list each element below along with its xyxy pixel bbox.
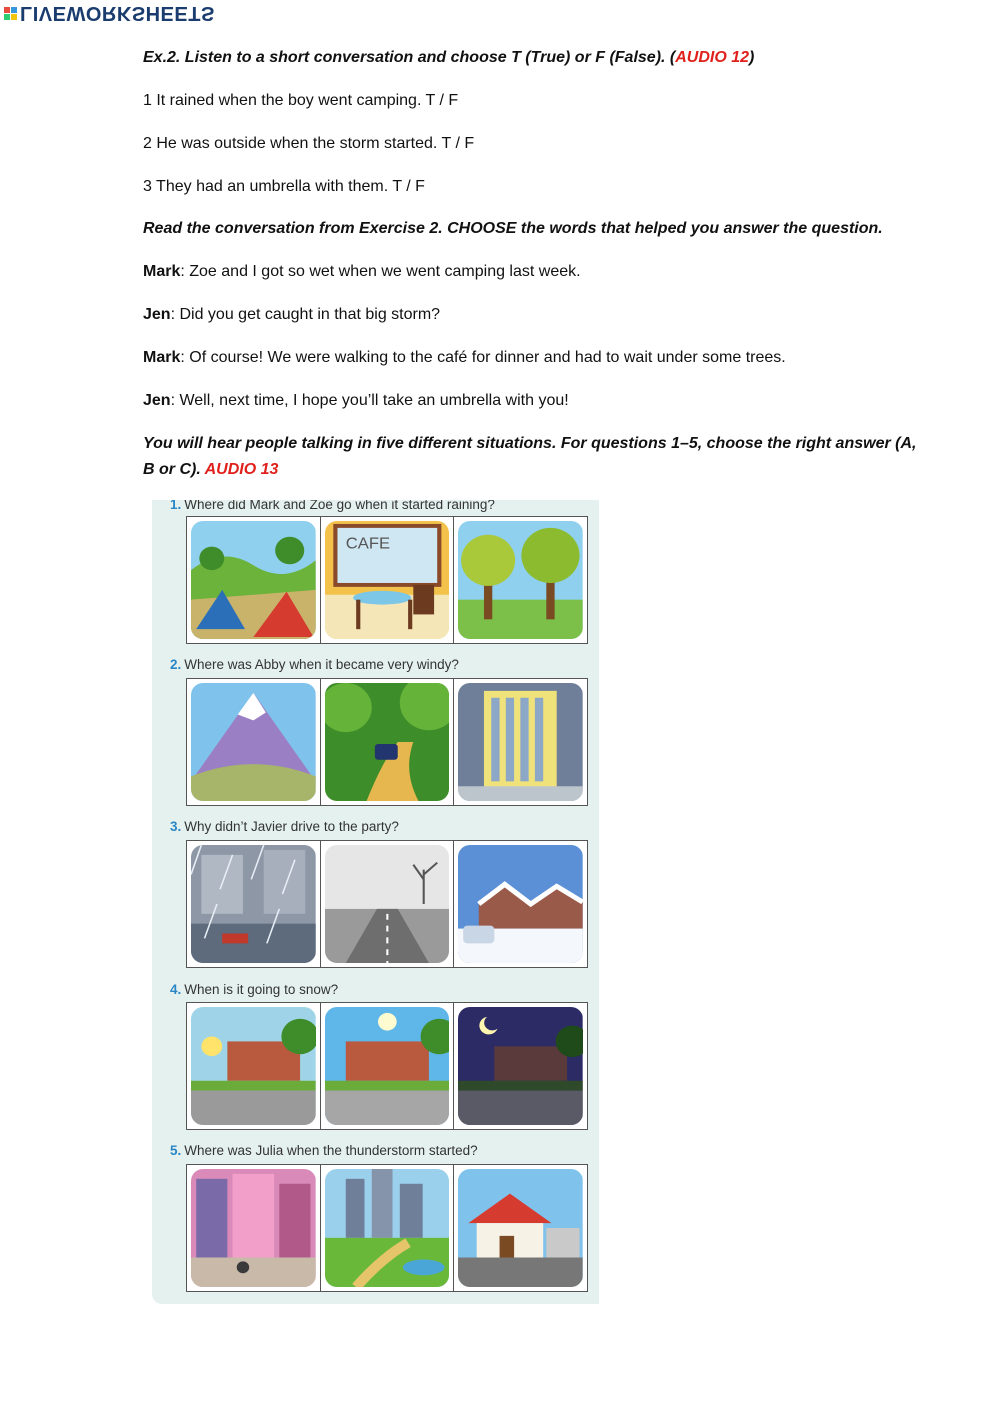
conversation-line-2[interactable]: Jen: Did you get caught in that big storm? [143,306,441,323]
question-1-options [186,516,588,644]
option-5b[interactable] [321,1165,455,1291]
audio-13-label: AUDIO 13 [204,461,279,478]
option-3c[interactable] [454,841,587,967]
listen-instruction-line-1: You will hear people talking in five different situations. For questions 1–5, choose the right answer (A, [143,435,917,452]
speaker-name: Mark [143,349,181,366]
rain-icon [191,845,316,963]
option-3a[interactable] [187,841,321,967]
audio-12-label: AUDIO 12 [675,49,750,66]
logo-mark-icon [4,7,17,20]
trees-icon [458,521,583,639]
question-2-text: 2. Where was Abby when it became very windy? [170,657,459,672]
conversation-line-3[interactable]: Mark: Of course! We were walking to the café for dinner and had to wait under some trees. [143,349,786,366]
question-3-options [186,840,588,968]
snow-icon [458,845,583,963]
afternoon-street-icon [325,1007,450,1125]
read-instruction: Read the conversation from Exercise 2. CHOOSE the words that helped you answer the question. [143,220,883,237]
option-5c[interactable] [454,1165,587,1291]
liveworksheets-logo [4,2,215,24]
ex2-item-3[interactable]: 3 They had an umbrella with them. T / F [143,178,425,195]
option-3b[interactable] [321,841,455,967]
option-4a[interactable] [187,1003,321,1129]
option-5a[interactable] [187,1165,321,1291]
cafe-sign-text: CAFE [345,534,390,553]
question-3-text: 3. Why didn’t Javier drive to the party? [170,819,399,834]
question-1-text: 1. Where did Mark and Zoe go when it started raining? [170,500,495,512]
city-park-icon [325,1169,450,1287]
picture-question-panel [152,500,599,1304]
ex2-title: Ex.2. Listen to a short conversation and choose T (True) or F (False). (AUDIO 12) [143,49,755,66]
night-street-icon [458,1007,583,1125]
question-4-options [186,1002,588,1130]
option-2a[interactable] [187,679,321,805]
option-4c[interactable] [454,1003,587,1129]
tower-block-icon [458,683,583,801]
option-1a[interactable] [187,517,321,643]
question-4-text: 4. When is it going to snow? [170,982,339,997]
listen-instruction-line-2: B or C). AUDIO 13 [143,461,279,478]
logo-text: LIVEWORKSHEETS [20,2,215,24]
tents-icon [191,521,316,639]
fog-icon [325,845,450,963]
ex2-item-1[interactable]: 1 It rained when the boy went camping. T / F [143,92,459,109]
speaker-name: Mark [143,263,181,280]
speaker-name: Jen [143,306,171,323]
option-2c[interactable] [454,679,587,805]
conversation-line-4[interactable]: Jen: Well, next time, I hope you’ll take an umbrella with you! [143,392,569,409]
option-4b[interactable] [321,1003,455,1129]
house-icon [458,1169,583,1287]
question-5-text: 5. Where was Julia when the thunderstorm started? [170,1143,478,1158]
speaker-name: Jen [143,392,171,409]
question-5-options [186,1164,588,1292]
ex2-item-2[interactable]: 2 He was outside when the storm started. T / F [143,135,475,152]
shopping-street-icon [191,1169,316,1287]
cafe-icon [325,521,450,639]
mountain-icon [191,683,316,801]
morning-street-icon [191,1007,316,1125]
conversation-line-1[interactable]: Mark: Zoe and I got so wet when we went camping last week. [143,263,581,280]
option-1b[interactable] [321,517,455,643]
question-2-options [186,678,588,806]
option-1c[interactable] [454,517,587,643]
forest-road-icon [325,683,450,801]
option-2b[interactable] [321,679,455,805]
